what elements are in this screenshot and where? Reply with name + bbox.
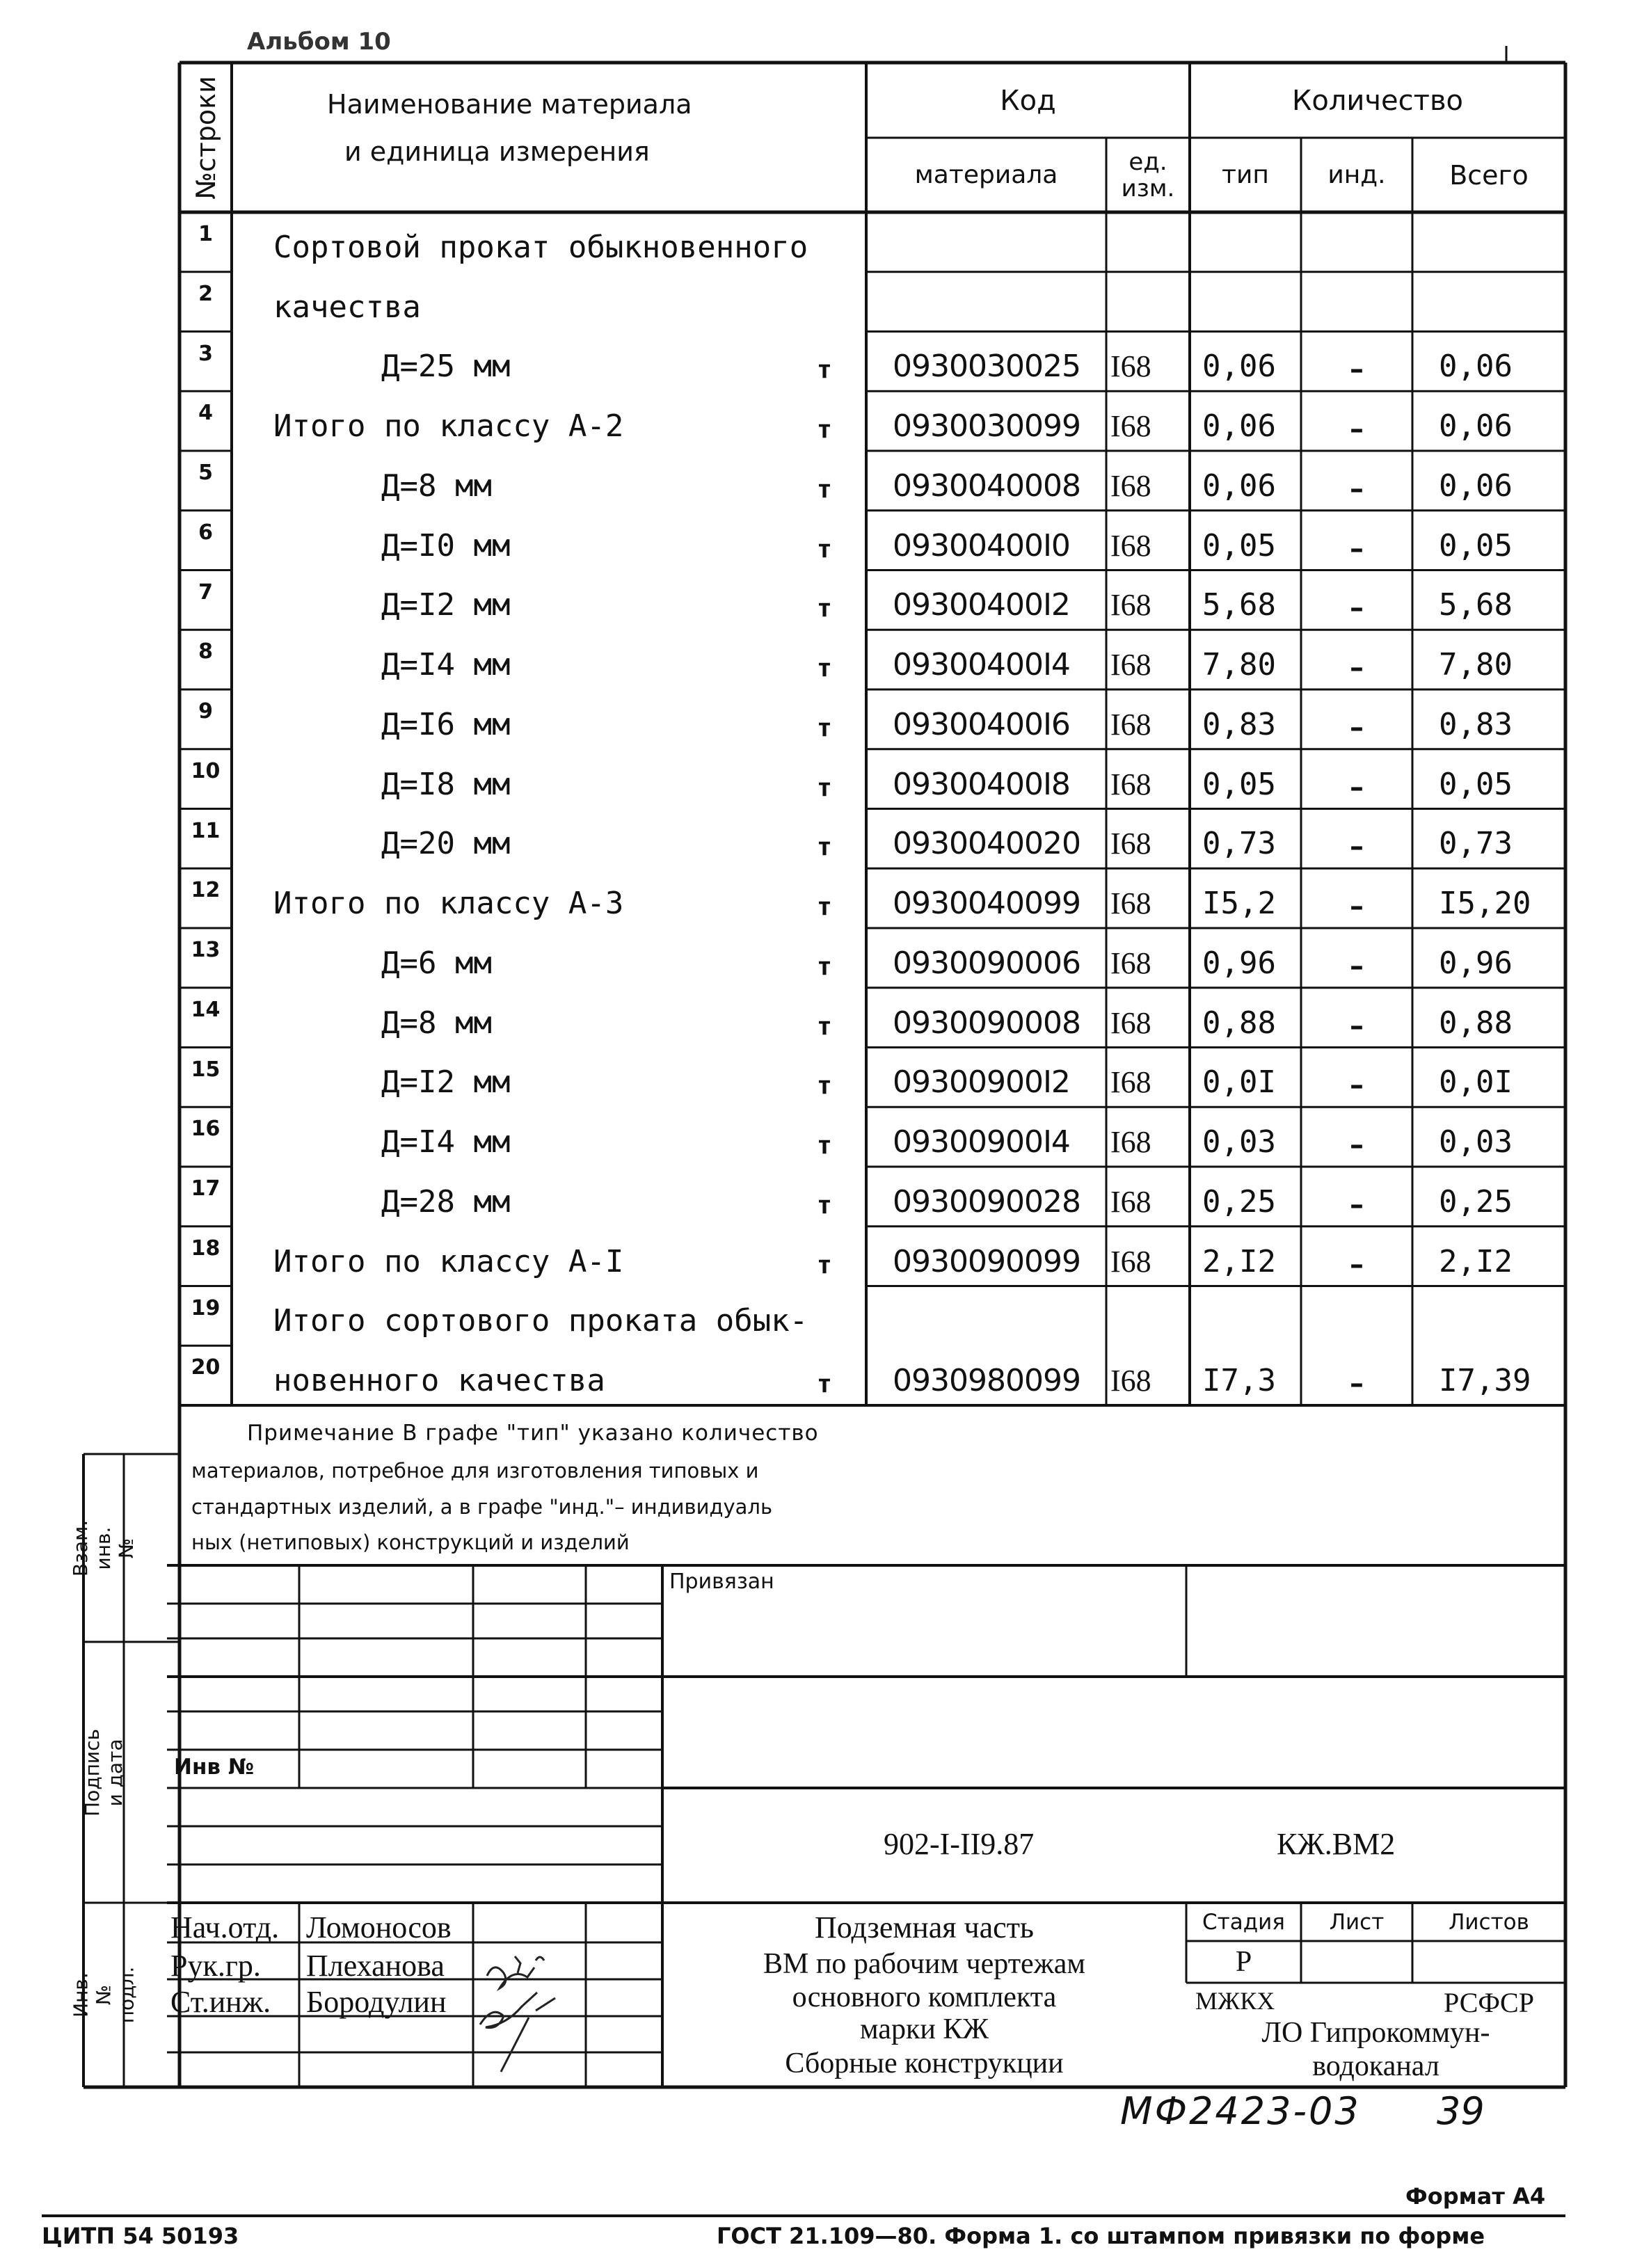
cell-name: Д=8 мм — [381, 1005, 492, 1041]
cell-name: качества — [273, 289, 421, 325]
cell-total: 0,03 — [1439, 1124, 1513, 1160]
cell-unit: т — [817, 1131, 832, 1160]
stamp-privyazan: Привязан — [669, 1570, 774, 1594]
cell-code: 09300400I8 — [893, 766, 1070, 802]
cell-uom: I68 — [1110, 349, 1151, 384]
cell-name: Д=6 мм — [381, 945, 492, 981]
cell-name: Д=I4 мм — [381, 647, 511, 682]
cell-type: 0,0I — [1202, 1064, 1276, 1101]
title-line3: основного комплекта — [792, 1981, 1057, 2013]
cell-unit: т — [817, 893, 832, 921]
cell-code: 09300900I2 — [893, 1064, 1070, 1101]
header-row-no: №строки — [190, 75, 221, 200]
cell-total: 0,05 — [1439, 766, 1513, 802]
cell-type: 0,25 — [1202, 1183, 1276, 1220]
cell-unit: т — [817, 594, 832, 623]
archive-number: МФ2423-03 — [1120, 2089, 1361, 2133]
cell-type: 0,96 — [1202, 945, 1276, 981]
cell-unit: т — [817, 356, 832, 385]
cell-unit — [800, 1286, 849, 1342]
cell-total: I5,20 — [1439, 886, 1531, 921]
cell-ind — [1301, 1286, 1412, 1342]
org-line1-left: МЖКХ — [1195, 1987, 1275, 2015]
cell-name: Итого по классу А-I — [273, 1243, 624, 1279]
stamp-inv-no: Инв № — [174, 1755, 255, 1780]
album-label: Альбом 10 — [247, 28, 391, 56]
cell-uom: I68 — [1110, 945, 1151, 980]
cell-ind: – — [1350, 592, 1364, 625]
cell-no: 8 — [198, 639, 213, 664]
cell-unit: т — [817, 833, 832, 862]
cell-ind: – — [1350, 1129, 1364, 1161]
cell-no: 19 — [191, 1295, 221, 1320]
cell-total — [1439, 272, 1565, 328]
cell-total: 0,25 — [1439, 1183, 1513, 1220]
staff-role-3: Ст.инж. — [170, 1985, 271, 2019]
cell-unit: т — [817, 415, 832, 444]
note-line1: Примечание В графе "тип" указано количество — [247, 1421, 819, 1446]
staff-name-3: Бородулин — [306, 1985, 447, 2019]
cell-no: 18 — [191, 1236, 221, 1261]
cell-unit: т — [817, 1190, 832, 1220]
cell-ind: – — [1350, 353, 1364, 386]
signature-plekhanova — [487, 1956, 544, 1988]
cell-name: Д=I6 мм — [381, 706, 511, 742]
cell-ind: – — [1350, 891, 1364, 923]
cell-no: 6 — [198, 520, 213, 545]
cell-name: Д=I2 мм — [381, 1064, 511, 1101]
cell-name: Д=I2 мм — [381, 587, 511, 623]
cell-total: 0,73 — [1439, 826, 1513, 862]
cell-total: 0,05 — [1439, 527, 1513, 564]
cell-total — [1439, 212, 1565, 268]
cell-no: 11 — [191, 818, 221, 843]
cell-no: 2 — [198, 281, 213, 306]
cell-no: 1 — [198, 222, 213, 246]
cell-uom: I68 — [1110, 1065, 1151, 1100]
cell-ind: – — [1350, 1188, 1364, 1221]
cell-no: 14 — [191, 997, 221, 1022]
cell-no: 20 — [191, 1355, 221, 1380]
cell-type: 0,05 — [1202, 766, 1276, 802]
cell-no: 9 — [198, 699, 213, 724]
stage-label: Стадия — [1202, 1909, 1285, 1935]
org-line2: ЛО Гипрокоммун- — [1261, 2017, 1490, 2049]
title-line4: марки КЖ — [860, 2013, 989, 2045]
cell-code: 0930090006 — [893, 945, 1080, 981]
cell-unit: т — [817, 1250, 832, 1279]
cell-uom: I68 — [1110, 1184, 1151, 1219]
cell-total: 0,06 — [1439, 408, 1513, 444]
cell-unit — [800, 212, 849, 268]
cell-total: 2,I2 — [1439, 1243, 1513, 1279]
cell-name: новенного качества — [273, 1363, 605, 1398]
cell-code: 0930030025 — [893, 349, 1080, 385]
cell-type — [1202, 1286, 1301, 1342]
cell-no: 5 — [198, 461, 213, 485]
cell-no: 13 — [191, 938, 221, 962]
header-name-line2: и единица измерения — [344, 136, 650, 167]
note-line4: ных (нетиповых) конструкций и изделий — [191, 1531, 630, 1554]
cell-unit: т — [817, 1370, 832, 1398]
staff-role-2: Рук.гр. — [170, 1949, 261, 1983]
cell-type: 0,88 — [1202, 1005, 1276, 1041]
cell-name: Д=8 мм — [381, 468, 492, 504]
org-line1-right: РСФСР — [1444, 1987, 1534, 2018]
cell-type — [1202, 212, 1301, 268]
cell-unit: т — [817, 534, 832, 564]
cell-unit: т — [817, 654, 832, 682]
cell-name: Д=I8 мм — [381, 766, 511, 802]
cell-ind: – — [1350, 771, 1364, 804]
cell-total — [1439, 1286, 1565, 1342]
page-number: 39 — [1437, 2089, 1485, 2133]
cell-code: 0930090008 — [893, 1005, 1080, 1041]
cell-code: 09300400I0 — [893, 527, 1070, 564]
cell-code: 0930040020 — [893, 826, 1080, 862]
cell-ind: – — [1350, 413, 1364, 445]
cell-ind: – — [1350, 652, 1364, 684]
staff-name-1: Ломоносов — [306, 1910, 452, 1944]
cell-no: 12 — [191, 878, 221, 903]
cell-no: 17 — [191, 1176, 221, 1201]
cell-name: Итого по классу А-3 — [273, 886, 624, 921]
cell-code — [893, 1286, 1106, 1342]
stage-value: Р — [1235, 1946, 1252, 1978]
cell-name: Д=28 мм — [381, 1183, 511, 1220]
cell-total: 0,96 — [1439, 945, 1513, 981]
cell-uom — [1110, 212, 1190, 268]
cell-ind: – — [1350, 1009, 1364, 1042]
cell-name: Итого сортового проката обык- — [273, 1303, 808, 1339]
cell-type — [1202, 272, 1301, 328]
cell-code — [893, 272, 1106, 328]
cell-total: 0,06 — [1439, 468, 1513, 504]
cell-uom: I68 — [1110, 409, 1151, 443]
cell-uom: I68 — [1110, 588, 1151, 623]
cell-no: 7 — [198, 580, 213, 605]
cell-unit — [800, 272, 849, 328]
cell-code: 0930090099 — [893, 1243, 1080, 1279]
gost-line: ГОСТ 21.109—80. Форма 1. со штампом привязки по форме — [717, 2223, 1485, 2249]
side-label-inv-podl: Инв. № подл. — [69, 1966, 138, 2024]
note-line3: стандартных изделий, а в графе "инд."– индивидуаль — [191, 1495, 773, 1519]
cell-uom: I68 — [1110, 1005, 1151, 1040]
format-label: Формат А4 — [1405, 2183, 1546, 2210]
cell-code: 09300400I6 — [893, 706, 1070, 742]
cell-total: 0,83 — [1439, 706, 1513, 742]
cell-ind — [1301, 212, 1412, 268]
cell-unit: т — [817, 1071, 832, 1101]
header-qty-ind: инд. — [1327, 161, 1386, 189]
cell-uom — [1110, 272, 1190, 328]
cell-ind: – — [1350, 831, 1364, 863]
doc-code: 902-I-II9.87 — [884, 1827, 1035, 1861]
cell-uom: I68 — [1110, 468, 1151, 503]
cell-code: 0930040008 — [893, 468, 1080, 504]
cell-ind: – — [1350, 950, 1364, 982]
cell-ind: – — [1350, 532, 1364, 565]
cell-unit: т — [817, 713, 832, 742]
cell-code: 0930040099 — [893, 886, 1080, 921]
note-line2: материалов, потребное для изготовления типовых и — [191, 1459, 759, 1483]
cell-code: 09300900I4 — [893, 1124, 1070, 1160]
staff-name-2: Плеханова — [306, 1949, 445, 1983]
cell-type: 0,73 — [1202, 826, 1276, 862]
cell-code: 0930030099 — [893, 408, 1080, 444]
cell-type: 5,68 — [1202, 587, 1276, 623]
cell-code — [893, 212, 1106, 268]
sheets-label: Листов — [1449, 1909, 1529, 1935]
cell-no: 10 — [191, 758, 221, 783]
org-line3: водоканал — [1312, 2050, 1439, 2082]
cell-total: 0,06 — [1439, 349, 1513, 385]
cell-ind: – — [1350, 1368, 1364, 1400]
header-code-material: материала — [914, 161, 1058, 189]
cell-ind: – — [1350, 472, 1364, 505]
cell-type: 2,I2 — [1202, 1243, 1276, 1279]
header-quantity: Количество — [1291, 85, 1463, 117]
cell-total: I7,39 — [1439, 1363, 1531, 1398]
cell-name: Д=25 мм — [381, 349, 511, 385]
header-name-line1: Наименование материала — [327, 89, 692, 120]
cell-unit: т — [817, 1012, 832, 1041]
cell-ind: – — [1350, 1069, 1364, 1102]
sheet-label: Лист — [1329, 1909, 1385, 1935]
cell-uom: I68 — [1110, 826, 1151, 861]
cell-type: 0,06 — [1202, 349, 1276, 385]
cell-code: 0930980099 — [893, 1363, 1080, 1398]
cell-type: I7,3 — [1202, 1363, 1276, 1398]
cell-uom: I68 — [1110, 528, 1151, 563]
cell-no: 4 — [198, 401, 213, 426]
cell-unit: т — [817, 773, 832, 802]
header-qty-total: Всего — [1449, 159, 1529, 191]
title-line2: ВМ по рабочим чертежам — [763, 1948, 1085, 1980]
cell-unit: т — [817, 474, 832, 504]
cell-no: 15 — [191, 1057, 221, 1082]
cell-type: 0,06 — [1202, 408, 1276, 444]
cell-total: 0,88 — [1439, 1005, 1513, 1041]
cell-unit: т — [817, 952, 832, 981]
cell-type: 0,83 — [1202, 706, 1276, 742]
cell-type: I5,2 — [1202, 886, 1276, 921]
side-label-vzam: Взам. инв. № — [69, 1519, 138, 1576]
staff-role-1: Нач.отд. — [170, 1910, 280, 1944]
title-line5: Сборные конструкции — [785, 2047, 1064, 2079]
header-qty-type: тип — [1222, 161, 1269, 189]
cell-uom: I68 — [1110, 767, 1151, 801]
cell-type: 7,80 — [1202, 647, 1276, 682]
cell-type: 0,03 — [1202, 1124, 1276, 1160]
cell-uom: I68 — [1110, 1125, 1151, 1159]
cell-code: 09300400I4 — [893, 647, 1070, 682]
cell-type: 0,05 — [1202, 527, 1276, 564]
doc-mark: КЖ.ВМ2 — [1277, 1827, 1396, 1861]
cell-no: 3 — [198, 341, 213, 366]
cell-name: Сортовой прокат обыкновенного — [273, 229, 808, 265]
cell-total: 0,0I — [1439, 1064, 1513, 1101]
cell-type: 0,06 — [1202, 468, 1276, 504]
side-label-podpis: Подпись и дата — [81, 1728, 127, 1816]
cell-uom: I68 — [1110, 707, 1151, 742]
cell-ind — [1301, 272, 1412, 328]
cell-ind: – — [1350, 1248, 1364, 1281]
cell-name: Д=20 мм — [381, 826, 511, 862]
cell-ind: – — [1350, 711, 1364, 744]
title-line1: Подземная часть — [815, 1910, 1034, 1944]
cell-uom — [1110, 1286, 1190, 1342]
cell-uom: I68 — [1110, 1364, 1151, 1398]
cell-name: Д=I0 мм — [381, 527, 511, 564]
cell-total: 7,80 — [1439, 647, 1513, 682]
header-code: Код — [1000, 85, 1056, 117]
cell-code: 0930090028 — [893, 1183, 1080, 1220]
cell-uom: I68 — [1110, 1244, 1151, 1279]
signature-borodulin — [480, 1993, 555, 2072]
cell-code: 09300400I2 — [893, 587, 1070, 623]
cell-name: Итого по классу А-2 — [273, 408, 624, 444]
cell-name: Д=I4 мм — [381, 1124, 511, 1160]
left-code: ЦИТП 54 50193 — [42, 2223, 239, 2249]
header-code-unit: ед. изм. — [1121, 147, 1175, 202]
cell-total: 5,68 — [1439, 587, 1513, 623]
cell-uom: I68 — [1110, 648, 1151, 682]
cell-no: 16 — [191, 1117, 221, 1142]
cell-uom: I68 — [1110, 886, 1151, 920]
